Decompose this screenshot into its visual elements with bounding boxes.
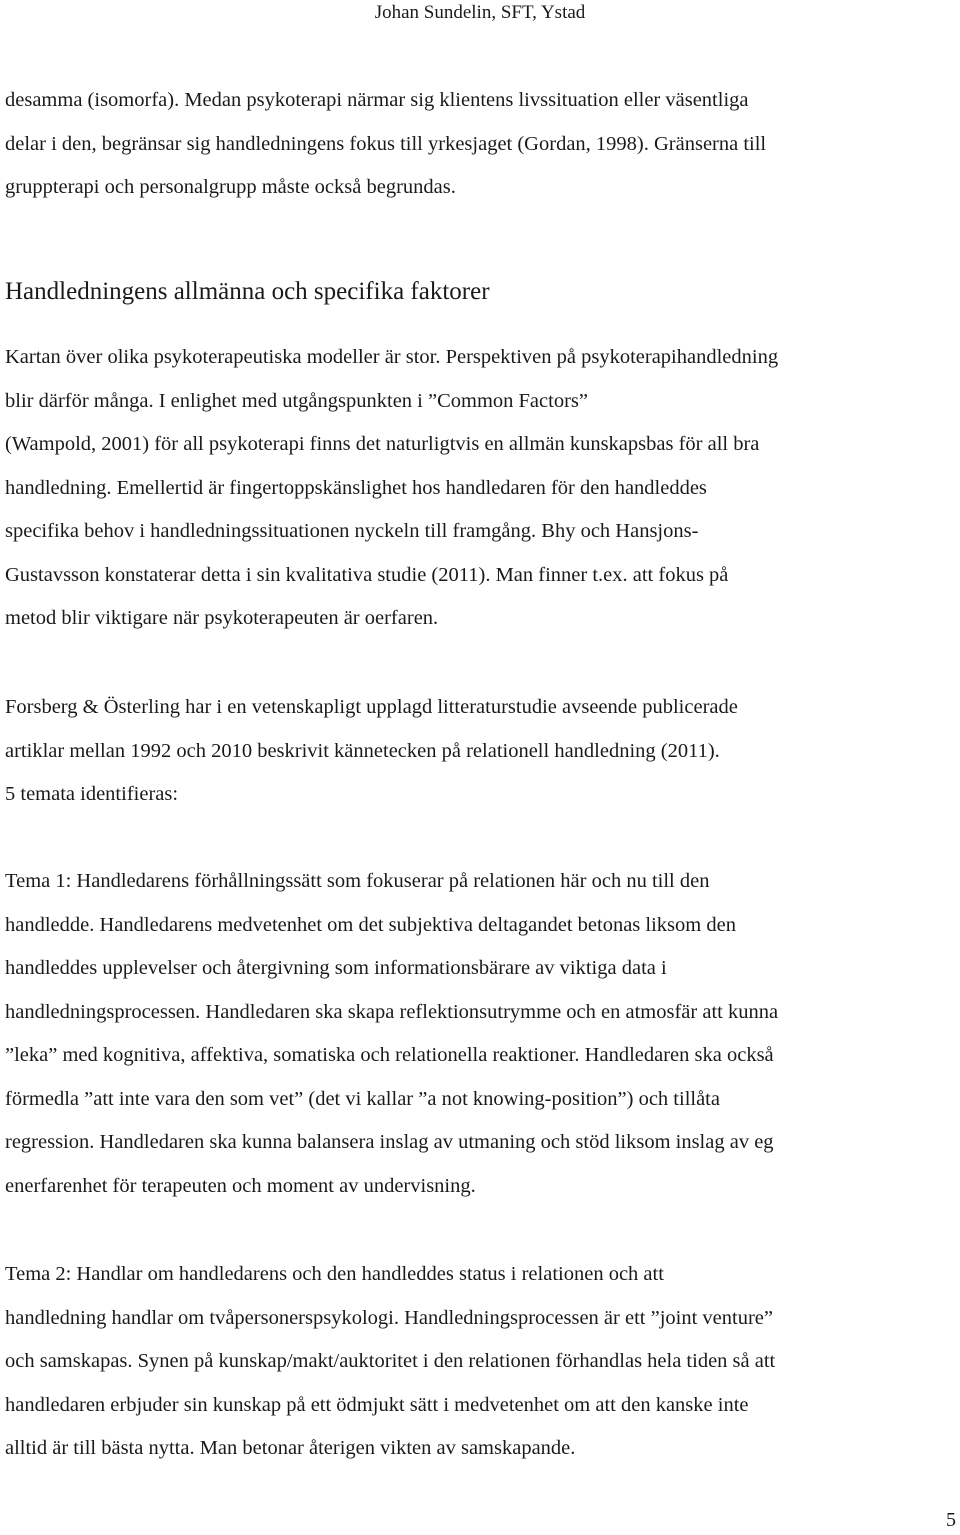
page-header: Johan Sundelin, SFT, Ystad	[374, 2, 586, 23]
text-line: Forsberg & Österling har i en vetenskapligt upplagd litteraturstudie avseende publicerade	[5, 696, 738, 718]
text-line: och samskapas. Synen på kunskap/makt/auktoritet i den relationen förhandlas hela tiden så att	[5, 1350, 776, 1372]
text-line: enerfarenhet för terapeuten och moment av undervisning.	[5, 1174, 476, 1197]
text-line: handledningsprocessen. Handledaren ska skapa reflektionsutrymme och en atmosfär att kunna	[5, 1000, 779, 1023]
text-line: handledde. Handledarens medvetenhet om det subjektiva deltagandet betonas liksom den	[5, 913, 736, 936]
text-line: 5 temata identifieras:	[5, 783, 179, 805]
paragraph-5	[5, 1253, 957, 1471]
paragraph-1	[5, 79, 957, 210]
text-line: Kartan över olika psykoterapeutiska modeller är stor. Perspektiven på psykoterapihandledning	[5, 346, 779, 368]
text-line: artiklar mellan 1992 och 2010 beskrivit kännetecken på relationell handledning (2011).	[5, 739, 720, 762]
text-line: specifika behov i handledningssituationen nyckeln till framgång. Bhy och Hansjons-	[5, 520, 699, 542]
paragraph-3	[5, 686, 957, 817]
text-line: Tema 1: Handledarens förhållningssätt som fokuserar på relationen här och nu till den	[5, 870, 710, 892]
text-line: Gustavsson konstaterar detta i sin kvalitativa studie (2011). Man finner t.ex. att fokus på	[5, 563, 729, 586]
text-line: gruppterapi och personalgrupp måste också begrundas.	[5, 176, 456, 198]
text-line: delar i den, begränsar sig handledningens fokus till yrkesjaget (Gordan, 1998). Gränserna till	[5, 132, 767, 155]
text-line: handledning handlar om tvåpersonerspsykologi. Handledningsprocessen är ett ”joint venture”	[5, 1306, 773, 1329]
paragraph-4	[5, 860, 957, 1208]
text-line: handledaren erbjuder sin kunskap på ett ödmjukt sätt i medvetenhet om att den kanske inte	[5, 1393, 749, 1416]
page-number: 5	[946, 1509, 956, 1531]
text-line: handledning. Emellertid är fingertoppskänslighet hos handledaren för den handleddes	[5, 476, 707, 499]
text-line: blir därför många. I enlighet med utgångspunkten i ”Common Factors”	[5, 389, 588, 412]
text-line: förmedla ”att inte vara den som vet” (det vi kallar ”a not knowing-position”) och tillåta	[5, 1087, 720, 1110]
section-heading: Handledningens allmänna och specifika faktorer	[5, 278, 490, 305]
text-line: alltid är till bästa nytta. Man betonar återigen vikten av samskapande.	[5, 1437, 576, 1459]
text-line: metod blir viktigare när psykoterapeuten är oerfaren.	[5, 607, 439, 629]
text-line: (Wampold, 2001) för all psykoterapi finns det naturligtvis en allmän kunskapsbas för all bra	[5, 433, 760, 455]
text-line: desamma (isomorfa). Medan psykoterapi närmar sig klientens livssituation eller väsentliga	[5, 89, 749, 111]
text-line: ”leka” med kognitiva, affektiva, somatiska och relationella reaktioner. Handledaren ska också	[5, 1044, 774, 1066]
text-line: Tema 2: Handlar om handledarens och den handleddes status i relationen och att	[5, 1263, 664, 1285]
text-line: handleddes upplevelser och återgivning som informationsbärare av viktiga data i	[5, 957, 667, 979]
text-line: regression. Handledaren ska kunna balansera inslag av utmaning och stöd liksom inslag av eg	[5, 1131, 774, 1153]
paragraph-2	[5, 336, 957, 641]
